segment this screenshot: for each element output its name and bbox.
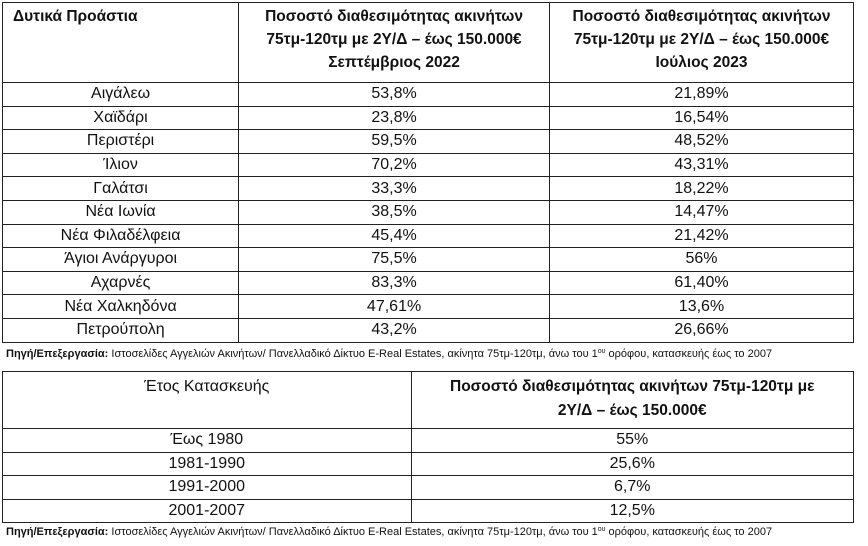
jul-2023-value-cell: 14,47% (549, 200, 853, 224)
column-header-construction-year: Έτος Κατασκευής (3, 372, 412, 429)
jul-2023-value-cell: 56% (549, 248, 853, 272)
sep-2022-value-cell: 23,8% (239, 106, 550, 130)
jul-2023-value-cell: 13,6% (549, 295, 853, 319)
table-row (3, 476, 854, 500)
source-note: Πηγή/Επεξεργασία: Ιστοσελίδες Αγγελιών Ακινήτων/ Πανελλαδικό Δίκτυο E-Real Estates, ακίνητα 75τμ-120τμ, άνω του $1^{o\upsilon}$ ορόφου, κατασκευής έως το 2007 (6, 348, 773, 360)
column-header-jul-2023: Ποσοστό διαθεσιμότητας ακινήτων 75τμ-120τμ με 2Υ/Δ – έως 150.000€ Ιούλιος 2023 (549, 3, 853, 83)
suburb-cell: Αχαρνές (3, 271, 239, 295)
table-header-row (3, 372, 854, 429)
suburb-cell: Νέα Φιλαδέλφεια (3, 224, 239, 248)
sep-2022-value-cell: 75,5% (239, 248, 550, 272)
table-row (3, 429, 854, 453)
table-row (3, 83, 854, 107)
construction-year-cell: 2001-2007 (3, 499, 412, 523)
table-row (3, 106, 854, 130)
construction-year-cell: 1991-2000 (3, 476, 412, 500)
table-row (3, 200, 854, 224)
table-row (3, 499, 854, 523)
suburb-cell: Περιστέρι (3, 130, 239, 154)
table-row (3, 177, 854, 201)
construction-year-cell: 1981-1990 (3, 452, 412, 476)
suburb-cell: Πετρούπολη (3, 318, 239, 342)
availability-value-cell: 55% (411, 429, 854, 453)
sep-2022-value-cell: 38,5% (239, 200, 550, 224)
jul-2023-value-cell: 26,66% (549, 318, 853, 342)
source-note: Πηγή/Επεξεργασία: Ιστοσελίδες Αγγελιών Ακινήτων/ Πανελλαδικό Δίκτυο E-Real Estates, ακίνητα 75τμ-120τμ, άνω του $1^{o\upsilon}$ ορόφου, κατασκευής έως το 2007 (6, 526, 773, 538)
sep-2022-value-cell: 59,5% (239, 130, 550, 154)
table-row (3, 153, 854, 177)
sep-2022-value-cell: 70,2% (239, 153, 550, 177)
suburb-cell: Νέα Ιωνία (3, 200, 239, 224)
jul-2023-value-cell: 48,52% (549, 130, 853, 154)
column-header-availability: Ποσοστό διαθεσιμότητας ακινήτων 75τμ-120τμ με 2Υ/Δ – έως 150.000€ (411, 372, 854, 429)
table-row (3, 452, 854, 476)
sep-2022-value-cell: 53,8% (239, 83, 550, 107)
sep-2022-value-cell: 47,61% (239, 295, 550, 319)
jul-2023-value-cell: 21,42% (549, 224, 853, 248)
table-row (3, 318, 854, 342)
suburb-cell: Χαϊδάρι (3, 106, 239, 130)
availability-value-cell: 12,5% (411, 499, 854, 523)
suburb-cell: Νέα Χαλκηδόνα (3, 295, 239, 319)
table-row (3, 130, 854, 154)
column-header-sep-2022: Ποσοστό διαθεσιμότητας ακινήτων 75τμ-120τμ με 2Υ/Δ – έως 150.000€ Σεπτέμβριος 2022 (239, 3, 550, 83)
sep-2022-value-cell: 83,3% (239, 271, 550, 295)
availability-by-suburb-table (2, 2, 854, 343)
suburb-cell: Γαλάτσι (3, 177, 239, 201)
suburb-cell: Αιγάλεω (3, 83, 239, 107)
sep-2022-value-cell: 43,2% (239, 318, 550, 342)
jul-2023-value-cell: 16,54% (549, 106, 853, 130)
table-row (3, 295, 854, 319)
availability-by-construction-year-table (2, 371, 854, 523)
jul-2023-value-cell: 43,31% (549, 153, 853, 177)
table-header-row (3, 3, 854, 83)
jul-2023-value-cell: 61,40% (549, 271, 853, 295)
sep-2022-value-cell: 33,3% (239, 177, 550, 201)
suburb-cell: Άγιοι Ανάργυροι (3, 248, 239, 272)
jul-2023-value-cell: 21,89% (549, 83, 853, 107)
construction-year-cell: Έως 1980 (3, 429, 412, 453)
table-row (3, 224, 854, 248)
column-header-suburbs: Δυτικά Προάστια (3, 3, 239, 83)
availability-value-cell: 25,6% (411, 452, 854, 476)
suburb-cell: Ίλιον (3, 153, 239, 177)
table-row (3, 248, 854, 272)
availability-value-cell: 6,7% (411, 476, 854, 500)
table-row (3, 271, 854, 295)
sep-2022-value-cell: 45,4% (239, 224, 550, 248)
jul-2023-value-cell: 18,22% (549, 177, 853, 201)
